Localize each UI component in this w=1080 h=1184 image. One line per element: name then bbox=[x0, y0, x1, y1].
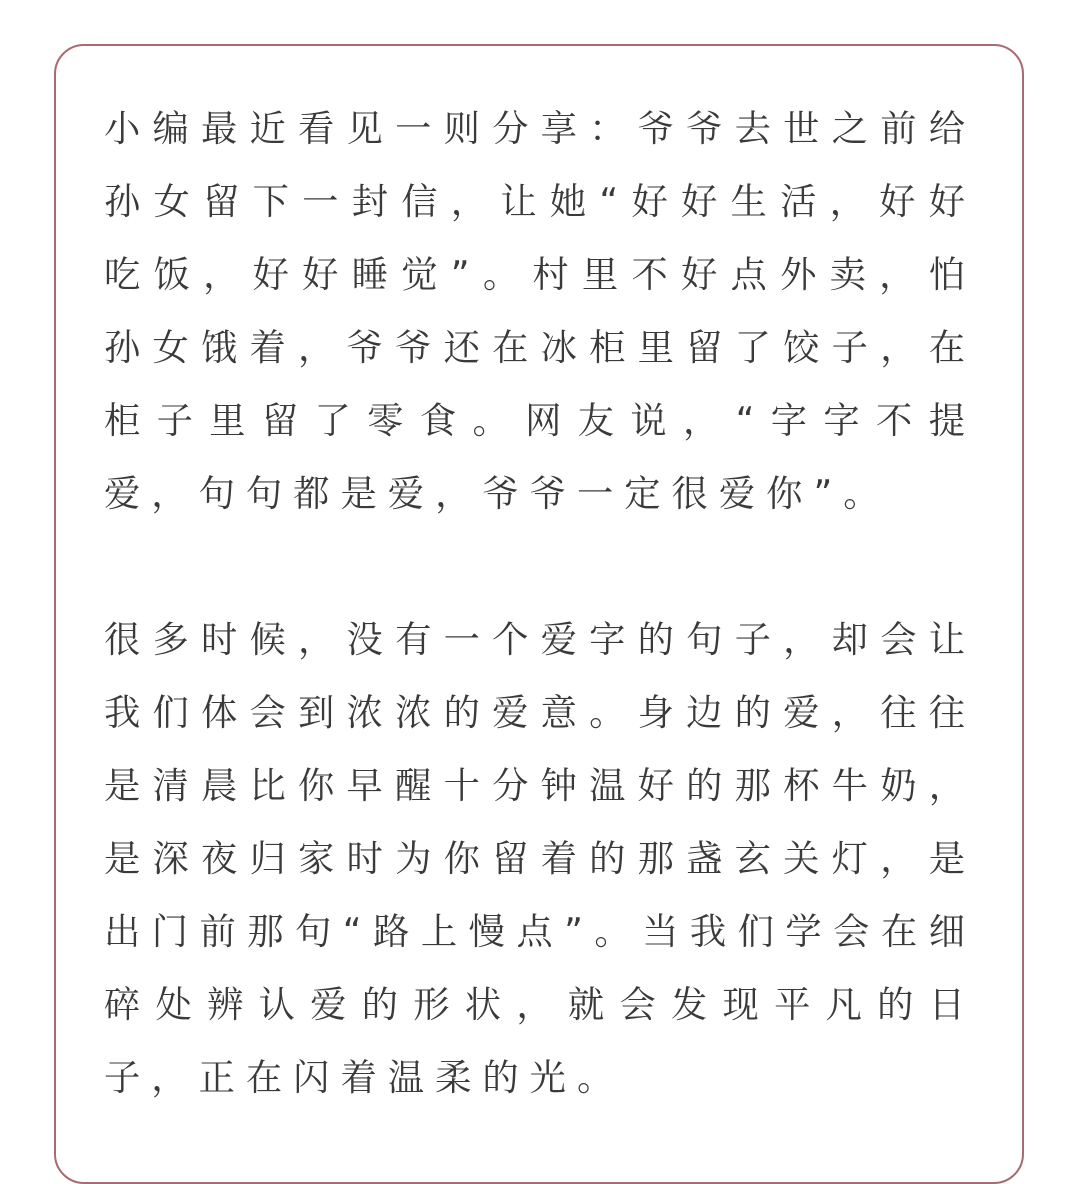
article-paragraph-2: 很多时候，没有一个爱字的句子，却会让我们体会到浓浓的爱意。身边的爱，往往是清晨比你早醒十分钟温好的那杯牛奶，是深夜归家时为你留着的那盏玄关灯，是出门前那句“路上慢点”。当我们学会在细碎处辨认爱的形状，就会发现平凡的日子，正在闪着温柔的光。 bbox=[104, 618, 976, 1099]
article-paragraph-1: 小编最近看见一则分享：爷爷去世之前给孙女留下一封信，让她“好好生活，好好吃饭，好好睡觉”。村里不好点外卖，怕孙女饿着，爷爷还在冰柜里留了饺子，在柜子里留了零食。网友说，“字字不提爱，句句都是爱，爷爷一定很爱你”。 bbox=[104, 107, 976, 515]
